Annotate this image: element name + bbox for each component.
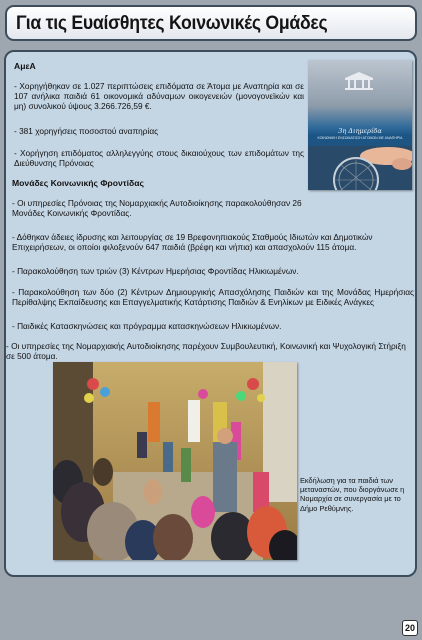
units-paragraph-child-centres: - Παρακολούθηση των δύο (2) Κέντρων Δημιουργικής Απασχόλησης Παιδιών και της Μονάδας Ημερήσιας Περίθαλψης Εκπαίδευσης και Επαγγελματικής Κατάρτισης Παιδιών & Ενηλίκων με Ειδικές Ανάγκες (12, 287, 414, 308)
units-paragraph-elderly-centres: - Παρακολούθηση των τριών (3) Κέντρων Ημερήσιας Φροντίδας Ηλικιωμένων. (12, 266, 299, 276)
page-number: 20 (402, 620, 418, 636)
amea-paragraph-solidarity-allowance: - Χορήγηση επιδόματος αλληλεγγύης στους δικαιούχους των επιδομάτων της Διεύθυνσης Πρόνοιας (14, 148, 304, 169)
amea-heading: ΑμεΑ (14, 61, 36, 71)
units-paragraph-nursery-licences: - Δόθηκαν άδειες ίδρυσης και λειτουργίας σε 19 Βρεφονηπιακούς Σταθμούς Ιδιωτών και Δημοτικών Επιχειρήσεων, οι οποίοι φιλοξενούν 647 παιδιά (βρέφη και νήπια) και απασχολούν 115 άτομα. (12, 232, 373, 253)
units-heading: Μονάδες Κοινωνικής Φροντίδας (12, 178, 144, 188)
prefecture-logo-icon (342, 70, 376, 92)
wheelchair-illustration (308, 146, 412, 190)
units-paragraph-support: - Οι υπηρεσίες της Νομαρχιακής Αυτοδιοίκησης παρέχουν Συμβουλευτική, Κοινωνική και Ψυχολογική Στήριξη σε 500 άτομα. (6, 341, 406, 362)
event-photo (53, 362, 297, 560)
units-paragraph-camps: - Παιδικές Κατασκηνώσεις και πρόγραμμα κατασκηνώσεων Ηλικιωμένων. (12, 321, 282, 331)
page-title: Για τις Ευαίσθητες Κοινωνικές Ομάδες (16, 13, 328, 34)
brochure-cover-image (308, 60, 412, 190)
amea-paragraph-allowances: - Χορηγήθηκαν σε 1.027 περιπτώσεις επιδόματα σε Άτομα με Αναπηρία και σε 107 ανήλικα παιδιά 61 οικονομικά αδύναμων οικογενειών (μονογονεϊκών και μη) συνολικού ύψους 3.266.726,59 €. (14, 81, 304, 112)
amea-paragraph-disability-percentage: - 381 χορηγήσεις ποσοστού αναπηρίας (14, 126, 159, 136)
photo-caption: Εκδήλωση για τα παιδιά των μεταναστών, που διοργάνωσε η Νομαρχία σε συνεργασία με το Δήμο Ρεθύμνης. (300, 476, 405, 513)
page-title-bar (5, 5, 417, 41)
brochure-subtitle: ΚΟΙΝΩΝΙΚΗ ΕΝΣΩΜΑΤΩΣΗ ΑΤΟΜΩΝ ΜΕ ΑΝΑΠΗΡΙΑ (317, 136, 403, 140)
children-event-illustration (53, 362, 297, 560)
units-paragraph-monitored: - Οι υπηρεσίες Πρόνοιας της Νομαρχιακής Αυτοδιοίκησης παρακολούθησαν 26 Μονάδες Κοινωνικής Φροντίδας. (12, 198, 302, 219)
brochure-title: 3η Διημερίδα (338, 127, 382, 135)
